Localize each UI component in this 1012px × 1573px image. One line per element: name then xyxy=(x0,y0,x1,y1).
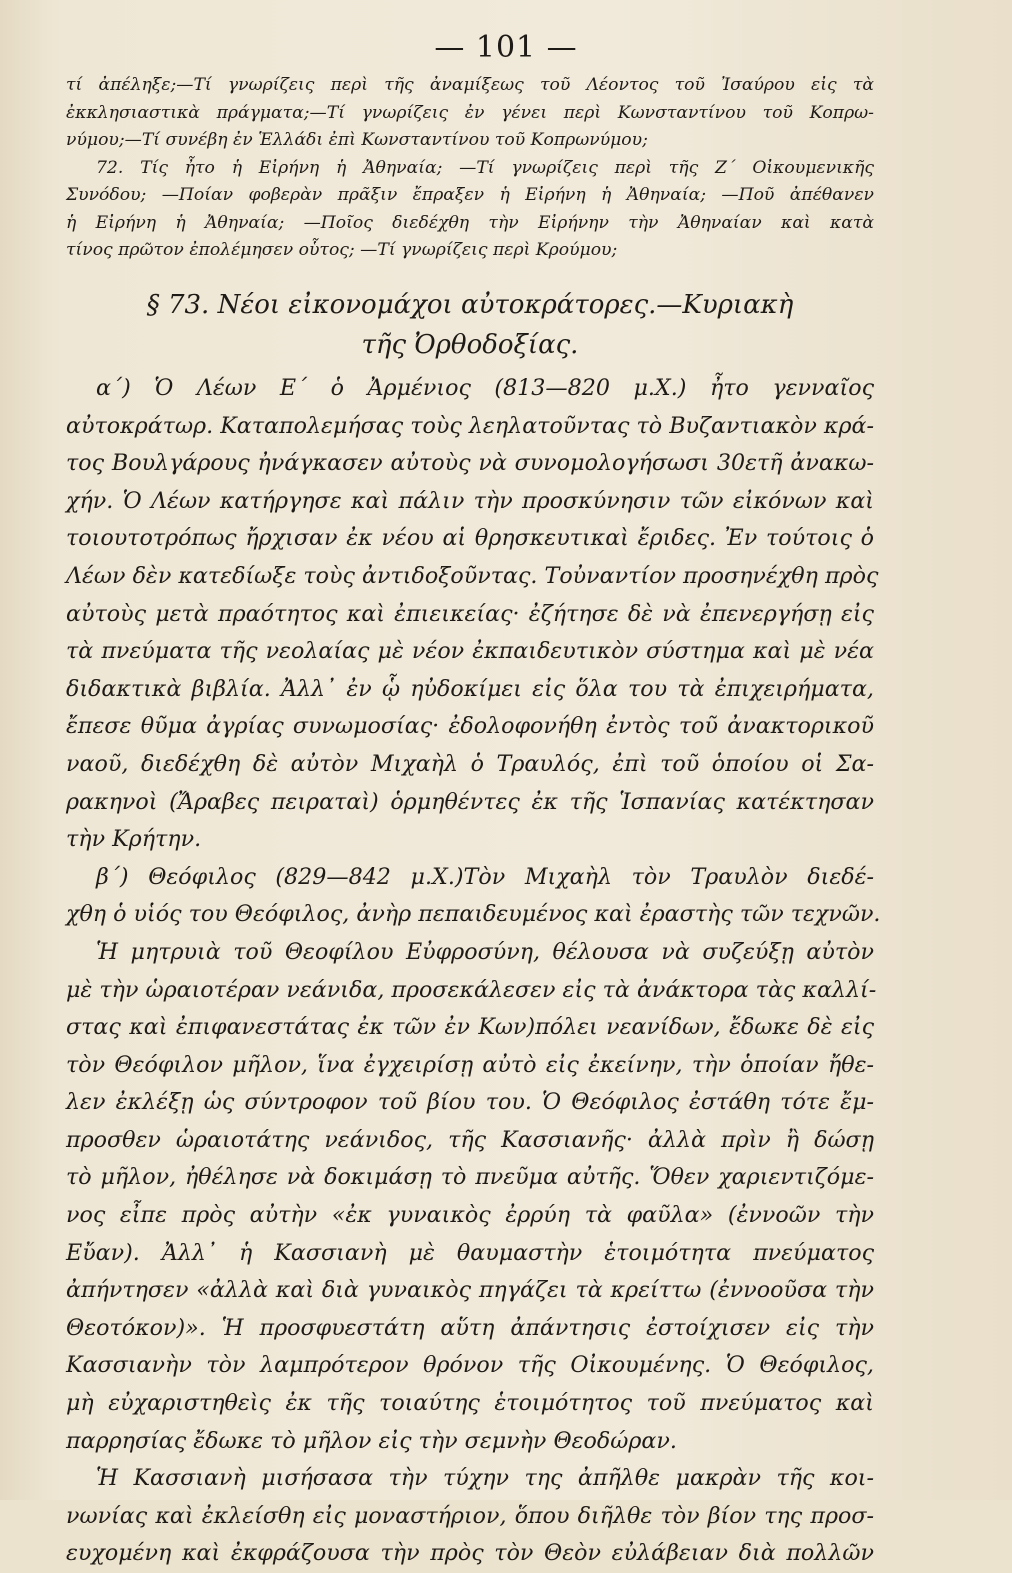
section-heading-line-1: § 73. Νέοι εἰκονομάχοι αὐτοκράτορες.—Κυριακὴ xyxy=(146,290,794,320)
body-line: τὸ μῆλον, ἠθέλησε νὰ δοκιμάσῃ τὸ πνεῦμα αὐτῆς. Ὅθεν χαριεντιζόμε- xyxy=(66,1164,874,1191)
body-line: τὴν Κρήτην. xyxy=(66,826,202,853)
question-line: τίνος πρῶτον ἐπολέμησεν οὗτος; —Τί γνωρίζεις περὶ Κρούμου; xyxy=(66,240,618,260)
body-line: τοιουτοτρόπως ἤρχισαν ἐκ νέου αἱ θρησκευτικαὶ ἔριδες. Ἐν τούτοις ὁ xyxy=(66,525,874,552)
body-line: χθη ὁ υἱός του Θεόφιλος, ἀνὴρ πεπαιδευμένος καὶ ἐραστὴς τῶν τεχνῶν. xyxy=(66,901,881,928)
body-line: ναοῦ, διεδέχθη δὲ αὐτὸν Μιχαὴλ ὁ Τραυλός, ἐπὶ τοῦ ὁποίου οἱ Σα- xyxy=(66,750,874,777)
body-line: ἀπήντησεν «ἀλλὰ καὶ διὰ γυναικὸς πηγάζει τὰ κρείττω (ἐννοοῦσα τὴν xyxy=(66,1277,874,1304)
body-line: β΄) Θεόφιλος (829—842 μ.Χ.)Τὸν Μιχαὴλ τὸν Τραυλὸν διεδέ- xyxy=(96,863,874,890)
section-heading xyxy=(66,285,874,365)
review-questions xyxy=(66,72,874,265)
body-line: χήν. Ὁ Λέων κατήργησε καὶ πάλιν τὴν προσκύνησιν τῶν εἰκόνων καὶ xyxy=(66,487,874,514)
page-number: — 101 — xyxy=(434,30,578,65)
body-line: Κασσιανὴν τὸν λαμπρότερον θρόνον τῆς Οἰκουμένης. Ὁ Θεόφιλος, xyxy=(66,1352,874,1379)
question-line: νύμου;—Τί συνέβη ἐν Ἑλλάδι ἐπὶ Κωνσταντίνου τοῦ Κοπρωνύμου; xyxy=(66,130,648,150)
body-line: αὐτοὺς μετὰ πραότητος καὶ ἐπιεικείας· ἐζήτησε δὲ νὰ ἐπενεργήσῃ εἰς xyxy=(66,600,874,627)
body-line: Λέων δὲν κατεδίωξε τοὺς ἀντιδοξοῦντας. Τοὐναντίον προσηνέχθη πρὸς xyxy=(66,562,879,589)
body-line: λεν ἐκλέξῃ ὡς σύντροφον τοῦ βίου του. Ὁ Θεόφιλος ἐστάθη τότε ἔμ- xyxy=(66,1089,874,1116)
body-line: προσθεν ὡραιοτάτης νεάνιδος, τῆς Κασσιανῆς· ἀλλὰ πρὶν ἢ δώσῃ xyxy=(66,1126,874,1153)
question-line: ἐκκλησιαστικὰ πράγματα;—Τί γνωρίζεις ἐν γένει περὶ Κωνσταντίνου τοῦ Κοπρω- xyxy=(66,102,874,123)
body-line: Ἡ Κασσιανὴ μισήσασα τὴν τύχην της ἀπῆλθε μακρὰν τῆς κοι- xyxy=(96,1465,874,1492)
body-line: Εὔαν). Ἀλλ᾿ ἡ Κασσιανὴ μὲ θαυμαστὴν ἑτοιμότητα πνεύματος xyxy=(66,1239,874,1266)
body-line: τος Βουλγάρους ἠνάγκασεν αὐτοὺς νὰ συνομολογήσωσι 30ετῆ ἀνακω- xyxy=(66,450,874,477)
body-line: αὐτοκράτωρ. Καταπολεμήσας τοὺς λεηλατοῦντας τὸ Βυζαντιακὸν κρά- xyxy=(66,412,874,439)
question-line: Συνόδου; —Ποίαν φοβερὰν πρᾶξιν ἔπραξεν ἡ Εἰρήνη ἡ Ἀθηναία; —Ποῦ ἀπέθανεν xyxy=(66,185,874,205)
body-line: νωνίας καὶ ἐκλείσθη εἰς μοναστήριον, ὅπου διῆλθε τὸν βίον της προσ- xyxy=(66,1502,874,1529)
body-line: μὴ εὐχαριστηθεὶς ἐκ τῆς τοιαύτης ἑτοιμότητος τοῦ πνεύματος καὶ xyxy=(66,1390,874,1417)
section-heading-line-2: τῆς Ὀρθοδοξίας. xyxy=(361,330,579,360)
body-text xyxy=(66,370,881,1573)
body-line: Θεοτόκον)». Ἡ προσφυεστάτη αὕτη ἀπάντησις ἐστοίχισεν εἰς τὴν xyxy=(66,1314,874,1341)
question-line: τί ἀπέληξε;—Τί γνωρίζεις περὶ τῆς ἀναμίξεως τοῦ Λέοντος τοῦ Ἰσαύρου εἰς τὰ xyxy=(66,75,874,95)
body-line: ρακηνοὶ (Ἄραβες πειραταὶ) ὁρμηθέντες ἐκ τῆς Ἱσπανίας κατέκτησαν xyxy=(66,788,874,815)
body-line: ἔπεσε θῦμα ἀγρίας συνωμοσίας· ἐδολοφονήθη ἐντὸς τοῦ ἀνακτορικοῦ xyxy=(66,713,874,740)
body-line: στας καὶ ἐπιφανεστάτας ἐκ τῶν ἐν Κων)πόλει νεανίδων, ἔδωκε δὲ εἰς xyxy=(66,1014,874,1041)
question-line: 72. Τίς ἦτο ἡ Εἰρήνη ἡ Ἀθηναία; —Τί γνωρίζεις περὶ τῆς Ζ΄ Οἰκουμενικῆς xyxy=(96,157,874,178)
body-line: α΄) Ὁ Λέων Ε΄ ὁ Ἀρμένιος (813—820 μ.Χ.) ἦτο γενναῖος xyxy=(96,375,874,401)
body-line: παρρησίας ἔδωκε τὸ μῆλον εἰς τὴν σεμνὴν Θεοδώραν. xyxy=(66,1427,677,1454)
body-line: μὲ τὴν ὡραιοτέραν νεάνιδα, προσεκάλεσεν εἰς τὰ ἀνάκτορα τὰς καλλί- xyxy=(66,976,877,1003)
body-line: ευχομένη καὶ ἐκφράζουσα τὴν πρὸς τὸν Θεὸν εὐλάβειαν διὰ πολλῶν xyxy=(66,1540,874,1567)
question-line: ἡ Εἰρήνη ἡ Ἀθηναία; —Ποῖος διεδέχθη τὴν Εἰρήνην τὴν Ἀθηναίαν καὶ κατὰ xyxy=(66,212,874,233)
body-line: νος εἶπε πρὸς αὐτὴν «ἐκ γυναικὸς ἐρρύη τὰ φαῦλα» (ἐννοῶν τὴν xyxy=(66,1202,874,1229)
body-line: Ἡ μητρυιὰ τοῦ Θεοφίλου Εὐφροσύνη, θέλουσα νὰ συζεύξῃ αὐτὸν xyxy=(96,938,874,965)
body-line: τὰ πνεύματα τῆς νεολαίας μὲ νέον ἐκπαιδευτικὸν σύστημα καὶ μὲ νέα xyxy=(66,638,874,665)
body-line: τὸν Θεόφιλον μῆλον, ἵνα ἐγχειρίσῃ αὐτὸ εἰς ἐκείνην, τὴν ὁποίαν ἤθε- xyxy=(66,1051,874,1078)
body-line: διδακτικὰ βιβλία. Ἀλλ᾿ ἐν ᾧ ηὐδοκίμει εἰς ὅλα του τὰ ἐπιχειρήματα, xyxy=(66,675,874,702)
